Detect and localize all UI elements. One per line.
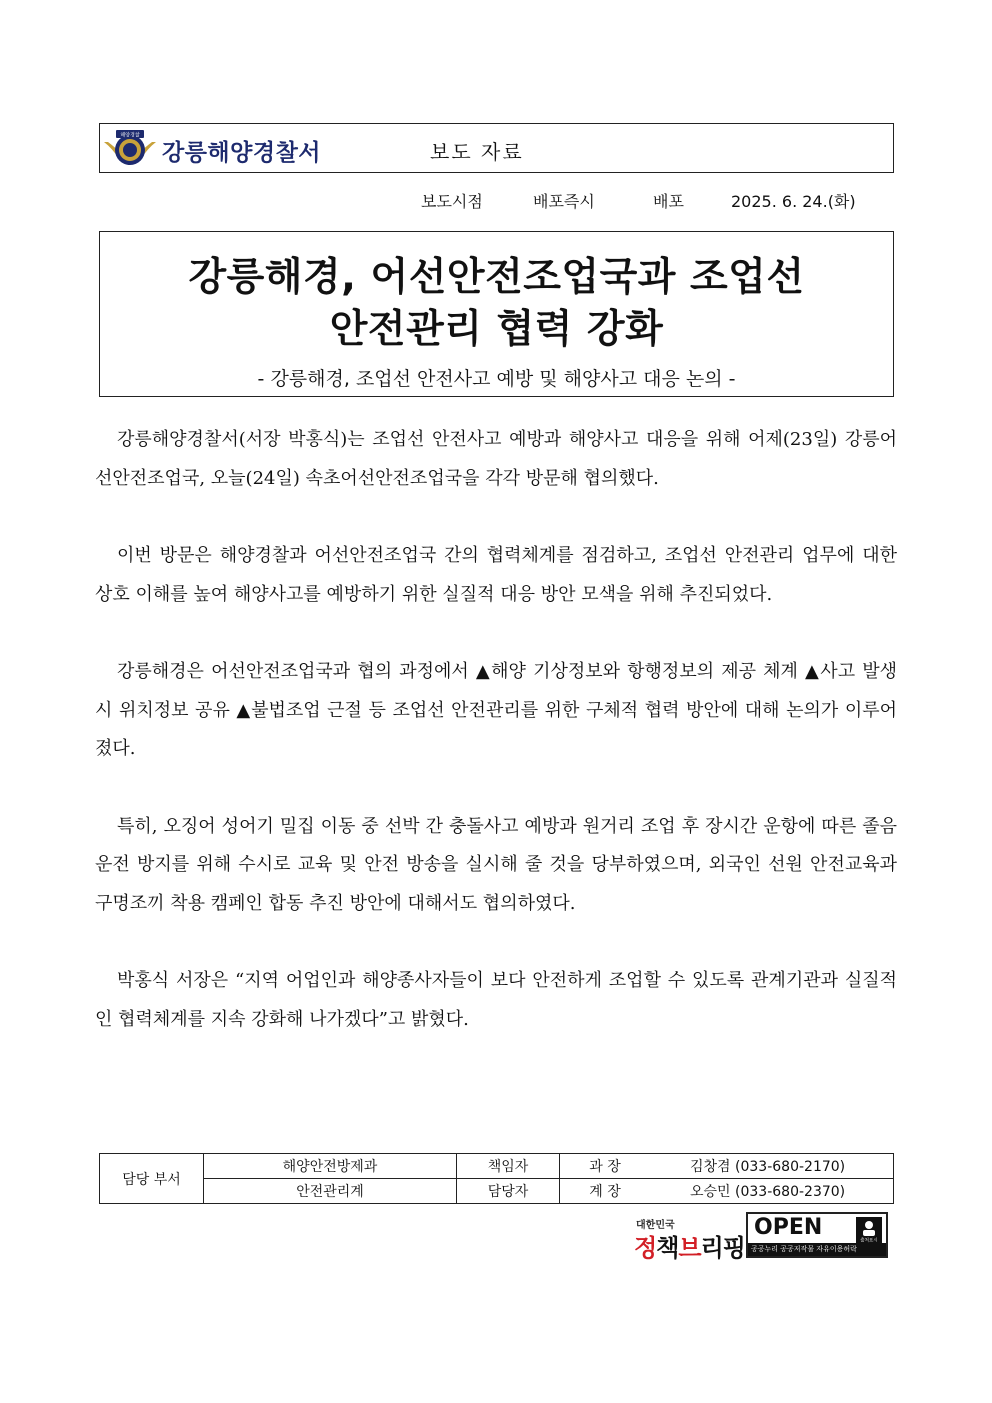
- open-text: OPEN: [754, 1215, 823, 1240]
- paragraph-5: 박홍식 서장은 “지역 어업인과 해양종사자들이 보다 안전하게 조업할 수 있도록 관계기관과 실질적인 협력체계를 지속 강화해 나가겠다”고 밝혔다.: [95, 970, 897, 1030]
- table-row: [100, 1179, 894, 1204]
- body-text: [95, 421, 897, 1078]
- dept-label: 담당 부서: [100, 1154, 204, 1204]
- title-chief: 과 장: [560, 1154, 651, 1179]
- contact-table: [99, 1153, 894, 1204]
- kogl-caption: 공공누리 공공저작물 자유이용허락: [748, 1243, 886, 1256]
- dept-secondary: 안전관리계: [204, 1179, 457, 1204]
- kogl-open-badge: [746, 1212, 888, 1258]
- title-line-1: 강릉해경, 어선안전조업국과 조업선: [188, 255, 805, 300]
- paragraph-1: 강릉해양경찰서(서장 박홍식)는 조업선 안전사고 예방과 해양사고 대응을 위해 어제(23일) 강릉어선안전조업국, 오늘(24일) 속초어선안전조업국을 각각 방문해 협의했다.: [95, 429, 897, 489]
- footer-logos: [630, 1212, 890, 1262]
- attribution-label: 출처표시: [860, 1238, 878, 1243]
- org-name: 강릉해양경찰서: [162, 140, 322, 166]
- person-icon: [856, 1217, 882, 1243]
- role-responsible: 책임자: [457, 1154, 560, 1179]
- paragraph-4: 특히, 오징어 성어기 밀집 이동 중 선박 간 충돌사고 예방과 원거리 조업 후 장시간 운항에 따른 졸음운전 방지를 위해 수시로 교육 및 안전 방송을 실시해 줄 것을 당부하였으며, 외국인 선원 안전교육과 구명조끼 착용 캠페인 합동 추진 방안에 대해서도 협의하였다.: [95, 815, 897, 914]
- title-team-lead: 계 장: [560, 1179, 651, 1204]
- paragraph-2: 이번 방문은 해양경찰과 어선안전조업국 간의 협력체계를 점검하고, 조업선 안전관리 업무에 대한 상호 이해를 높여 해양사고를 예방하기 위한 실질적 대응 방안 모색을 위해 추진되었다.: [95, 545, 897, 605]
- dept-primary: 해양안전방제과: [204, 1154, 457, 1179]
- brief-char-1: 정: [634, 1234, 657, 1262]
- title-line-2: 안전관리 협력 강화: [329, 307, 664, 352]
- distribution-label: 배포: [653, 192, 684, 211]
- police-emblem-icon: [102, 126, 158, 170]
- policy-briefing-logo: [634, 1228, 745, 1263]
- doc-type: 보도 자료: [430, 140, 524, 164]
- brief-char-3: 브: [678, 1234, 701, 1262]
- brief-char-4: 리핑: [700, 1234, 745, 1262]
- contact-person-2: 오승민 (033-680-2370): [650, 1179, 894, 1204]
- release-label: 보도시점: [421, 192, 483, 211]
- release-date: 2025. 6. 24.(화): [731, 192, 856, 211]
- table-row: [100, 1154, 894, 1179]
- header-box: [99, 123, 894, 173]
- subtitle: - 강릉해경, 조업선 안전사고 예방 및 해양사고 대응 논의 -: [257, 368, 736, 390]
- role-manager: 담당자: [457, 1179, 560, 1204]
- contact-person-1: 김창겸 (033-680-2170): [650, 1154, 894, 1179]
- title-box: [99, 231, 894, 397]
- brief-char-2: 책: [656, 1234, 679, 1262]
- release-timing: 배포즉시: [533, 192, 595, 211]
- emblem-text: 해양경찰: [120, 132, 140, 139]
- paragraph-3: 강릉해경은 어선안전조업국과 협의 과정에서 ▲해양 기상정보와 항행정보의 제공 체계 ▲사고 발생 시 위치정보 공유 ▲불법조업 근절 등 조업선 안전관리를 위한 구체적 협력 방안에 대해 논의가 이루어졌다.: [95, 661, 897, 759]
- attribution-person-icon: [856, 1217, 882, 1243]
- policy-briefing-subtitle: 대한민국: [636, 1220, 675, 1231]
